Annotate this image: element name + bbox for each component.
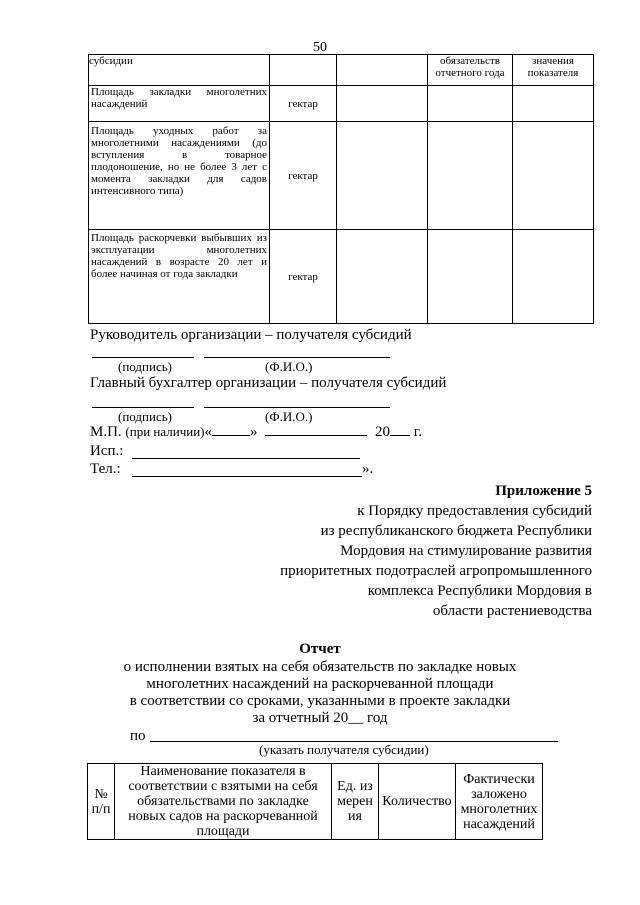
report-line: за отчетный 20__ год [252, 710, 388, 726]
indicators-table [88, 54, 594, 324]
header-actual-planted: Фактически заложено многолетних насаждений [456, 764, 543, 840]
name-label: (Ф.И.О.) [265, 359, 313, 374]
report-line: о исполнении взятых на себя обязательств по закладке новых [123, 659, 517, 675]
row-cell [337, 230, 428, 324]
signature-label: (подпись) [118, 409, 172, 424]
isp-label: Исп.: [90, 443, 124, 459]
table-row [89, 86, 594, 122]
row-name: Площадь раскорчевки выбывших из эксплуатации многолетних насаждений в возрасте 20 лет и более начиная от года закладки [89, 230, 270, 324]
row-cell [337, 122, 428, 230]
name-label: (Ф.И.О.) [265, 409, 313, 424]
accountant-title: Главный бухгалтер организации – получателя субсидий [90, 375, 447, 391]
appendix-line: области растениеводства [432, 603, 592, 619]
row-cell [513, 86, 594, 122]
row-unit: гектар [270, 122, 337, 230]
isp-line [132, 458, 360, 459]
header-cell-values: значения показателя [513, 55, 594, 86]
report-line: в соответствии со сроками, указанными в проекте закладки [129, 693, 511, 709]
row-name: Площадь закладки многолетних насаждений [89, 86, 270, 122]
appendix-line: к Порядку предоставления субсидий [357, 503, 592, 519]
name-line [204, 357, 390, 358]
header-cell-subsidies: субсидии [89, 55, 270, 86]
appendix-line: Мордовия на стимулирование развития [340, 543, 592, 559]
stamp-line [90, 424, 422, 441]
appendix-block [232, 481, 592, 621]
year-prefix: 20 [374, 424, 390, 440]
tel-label: Тел.: [90, 461, 121, 477]
header-cell-empty [270, 55, 337, 86]
signature-line [92, 357, 194, 358]
signature-label: (подпись) [118, 359, 172, 374]
appendix-title: Приложение 5 [495, 483, 592, 499]
header-cell-empty [337, 55, 428, 86]
date-close-quote: » [249, 424, 258, 440]
report-block [0, 641, 640, 727]
header-unit: Ед. измерения [332, 764, 379, 840]
year-blank [390, 435, 410, 436]
signature-line [92, 407, 194, 408]
report-line: многолетних насаждений на раскорчеванной площади [146, 676, 494, 692]
po-label: по [130, 728, 146, 744]
row-cell [513, 122, 594, 230]
mp-label: М.П. [90, 424, 122, 440]
row-cell [428, 230, 513, 324]
row-cell [428, 86, 513, 122]
table-row [89, 230, 594, 324]
head-title: Руководитель организации – получателя субсидий [90, 327, 412, 343]
header-indicator-name: Наименование показателя в соответствии с взятыми на себя обязательствами по закладке новых садов на раскорчеванной площади [115, 764, 332, 840]
header-number: № п/п [88, 764, 115, 840]
row-unit: гектар [270, 230, 337, 324]
mp-note: (при наличии) [125, 424, 205, 439]
appendix-line: комплекса Республики Мордовия в [367, 583, 592, 599]
page-number: 50 [313, 40, 327, 55]
report-title: Отчет [299, 641, 341, 657]
tel-end: ». [362, 461, 374, 477]
report-table-header-row [88, 764, 543, 840]
row-cell [428, 122, 513, 230]
recipient-hint: (указать получателя субсидии) [259, 742, 429, 757]
date-day-blank [212, 435, 250, 436]
date-month-blank [265, 435, 367, 436]
appendix-line: приоритетных подотраслей агропромышленного [280, 563, 592, 579]
row-name: Площадь уходных работ за многолетними насаждениями (до вступления в товарное плодоношение, но не более 3 лет с момента закладки для садов интенсивного типа) [89, 122, 270, 230]
tel-line [132, 476, 362, 477]
name-line [204, 407, 390, 408]
row-cell [513, 230, 594, 324]
row-unit: гектар [270, 86, 337, 122]
appendix-line: из республиканского бюджета Республики [320, 523, 592, 539]
table-row [89, 122, 594, 230]
row-cell [337, 86, 428, 122]
header-cell-obligations: обязательств отчетного года [428, 55, 513, 86]
table-header-row [89, 55, 594, 86]
report-table [87, 763, 543, 840]
header-quantity: Количество [379, 764, 456, 840]
year-suffix: г. [413, 424, 422, 440]
date-open-quote: « [204, 424, 212, 440]
